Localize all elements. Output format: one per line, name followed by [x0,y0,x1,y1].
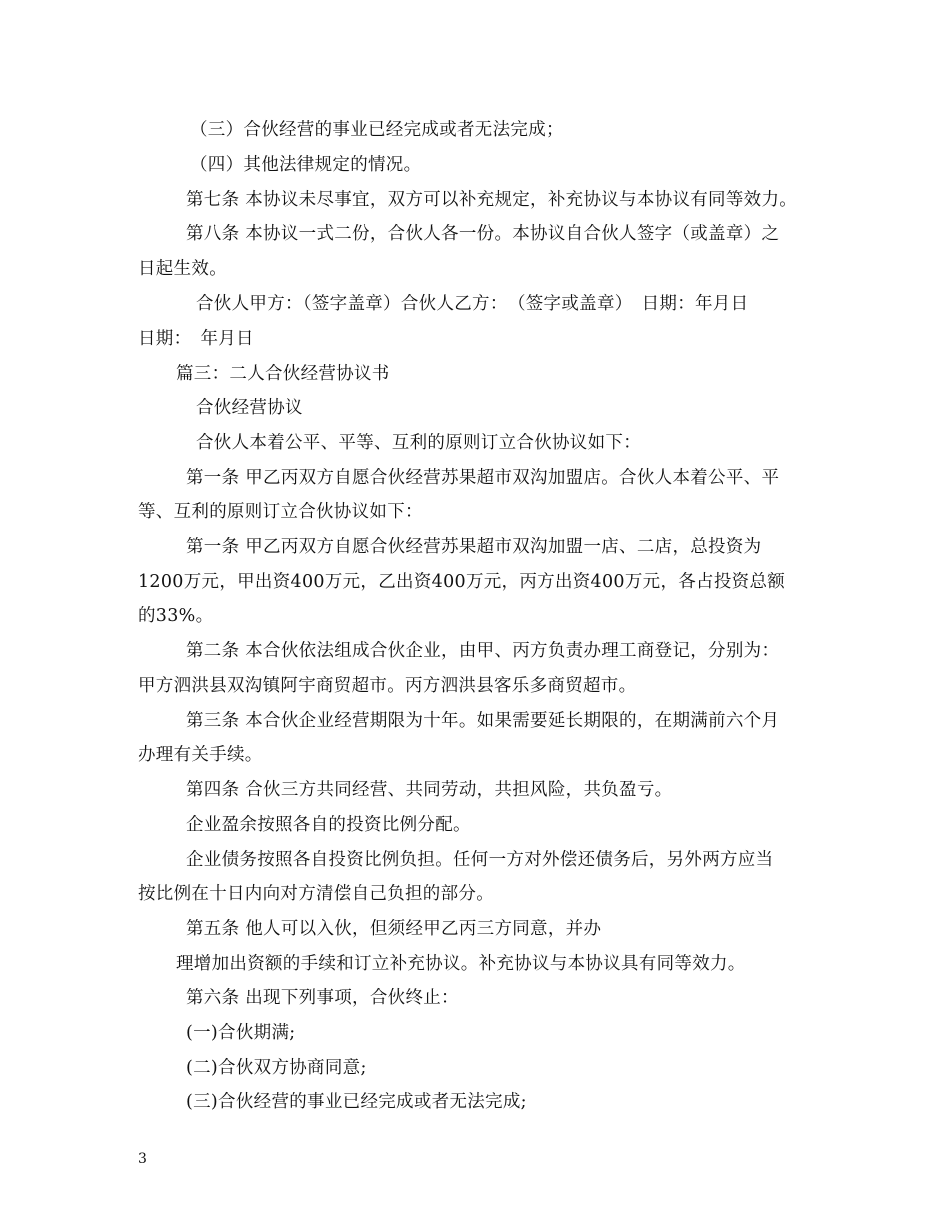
text-line: 按比例在十日内向对方清偿自己负担的部分。 [138,884,494,904]
document-title: 合伙经营协议 [196,398,303,418]
text-line: 第四条 合伙三方共同经营、共同劳动，共担风险，共负盈亏。 [186,780,673,800]
text-line: （三）合伙经营的事业已经完成或者无法完成； [190,120,564,140]
text-line: 合伙人本着公平、平等、互利的原则订立合伙协议如下： [196,433,641,453]
text-line: 等、互利的原则订立合伙协议如下： [138,502,423,522]
text-line: 第七条 本协议未尽事宜，双方可以补充规定，补充协议与本协议有同等效力。 [186,190,798,210]
text-line: 第五条 他人可以入伙，但须经甲乙丙三方同意，并办 [186,919,602,939]
text-line: 企业盈余按照各自的投资比例分配。 [186,815,471,835]
text-line: 日起生效。 [138,259,227,279]
text-line: （四）其他法律规定的情况。 [190,155,422,175]
section-heading: 篇三：二人合伙经营协议书 [176,364,390,384]
text-line: 第二条 本合伙依法组成合伙企业，由甲、丙方负责办理工商登记，分别为： [186,641,780,661]
text-line: 第一条 甲乙丙双方自愿合伙经营苏果超市双沟加盟一店、二店，总投资为 [186,537,762,557]
text-line: 第三条 本合伙企业经营期限为十年。如果需要延长期限的，在期满前六个月 [186,711,780,731]
text-line: 的33%。 [138,606,214,626]
text-line: 办理有关手续。 [138,745,263,765]
text-line: 日期： 年月日 [138,329,254,349]
text-line: 第一条 甲乙丙双方自愿合伙经营苏果超市双沟加盟店。合伙人本着公平、平 [186,468,780,488]
text-line: 第八条 本协议一式二份，合伙人各一份。本协议自合伙人签字（或盖章）之 [186,224,780,244]
text-line: 合伙人甲方：（签字盖章）合伙人乙方： （签字或盖章） 日期：年月日 [196,294,749,314]
text-line: 1200万元，甲出资400万元，乙出资400万元，丙方出资400万元，各占投资总额 [138,572,786,592]
list-item: (一)合伙期满; [186,1023,296,1043]
page-number: 3 [138,1151,147,1167]
text-line: 第六条 出现下列事项，合伙终止： [186,988,459,1008]
list-item: (二)合伙双方协商同意; [186,1058,367,1078]
list-item: (三)合伙经营的事业已经完成或者无法完成; [186,1092,527,1112]
text-line: 甲方泗洪县双沟镇阿宇商贸超市。丙方泗洪县客乐多商贸超市。 [138,676,637,696]
text-line: 企业债务按照各自投资比例负担。任何一方对外偿还债务后，另外两方应当 [186,850,774,870]
text-line: 理增加出资额的手续和订立补充协议。补充协议与本协议具有同等效力。 [176,954,746,974]
